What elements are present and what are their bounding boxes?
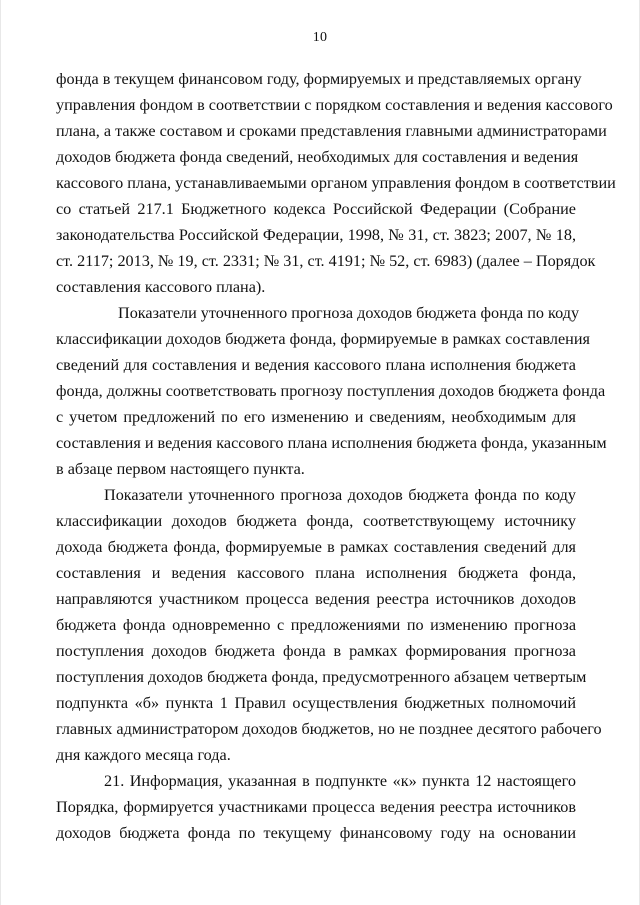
text-line-20: составления и ведения кассового плана исполнения бюджета фонда, xyxy=(56,564,576,582)
left-scan-edge xyxy=(0,0,1,905)
text-line-28: 21. Информация, указанная в подпункте «к» пункта 12 настоящего xyxy=(104,772,576,790)
text-line-21: направляются участником процесса ведения реестра источников доходов xyxy=(56,590,576,608)
text-line-1: фонда в текущем финансовом году, формируемых и представляемых органу xyxy=(56,70,582,88)
text-line-26: главных администратором доходов бюджетов, но не позднее десятого рабочего xyxy=(56,720,602,738)
text-line-23: поступления доходов бюджета фонда в рамках формирования прогноза xyxy=(56,642,576,660)
text-line-30: доходов бюджета фонда по текущему финансовому году на основании xyxy=(56,824,576,842)
text-line-18: классификации доходов бюджета фонда, соответствующему источнику xyxy=(56,512,576,530)
text-line-12: сведений для составления и ведения кассового плана исполнения бюджета xyxy=(56,356,576,374)
text-line-22: бюджета фонда одновременно с предложениями по изменению прогноза xyxy=(56,616,576,634)
text-line-25: подпункта «б» пункта 1 Правил осуществления бюджетных полномочий xyxy=(56,694,576,712)
text-line-8: ст. 2117; 2013, № 19, ст. 2331; № 31, ст. 4191; № 52, ст. 6983) (далее – Порядок xyxy=(56,252,596,270)
text-line-11: классификации доходов бюджета фонда, формируемые в рамках составления xyxy=(56,330,590,348)
text-line-9: составления кассового плана). xyxy=(56,278,266,296)
page-number: 10 xyxy=(312,30,328,45)
text-line-24: поступления доходов бюджета фонда, предусмотренного абзацем четвертым xyxy=(56,668,587,686)
text-line-7: законодательства Российской Федерации, 1998, № 31, ст. 3823; 2007, № 18, xyxy=(56,226,576,244)
text-line-29: Порядка, формируется участниками процесса ведения реестра источников xyxy=(56,798,576,816)
text-line-5: кассового плана, устанавливаемыми органом управления фондом в соответствии xyxy=(56,174,616,192)
text-line-19: дохода бюджета фонда, формируемые в рамках составления сведений для xyxy=(56,538,576,556)
text-line-6: со статьей 217.1 Бюджетного кодекса Российской Федерации (Собрание xyxy=(56,200,576,218)
text-line-27: дня каждого месяца года. xyxy=(56,746,231,764)
text-line-16: в абзаце первом настоящего пункта. xyxy=(56,460,305,478)
text-line-15: составления и ведения кассового плана исполнения бюджета фонда, указанным xyxy=(56,434,607,452)
text-line-17: Показатели уточненного прогноза доходов бюджета фонда по коду xyxy=(104,486,576,504)
text-line-13: фонда, должны соответствовать прогнозу поступления доходов бюджета фонда xyxy=(56,382,606,400)
text-line-14: с учетом предложений по его изменению и сведениям, необходимым для xyxy=(56,408,576,426)
text-line-2: управления фондом в соответствии с порядком составления и ведения кассового xyxy=(56,96,613,114)
text-line-4: доходов бюджета фонда сведений, необходимых для составления и ведения xyxy=(56,148,579,166)
text-line-3: плана, а также составом и сроками представления главными администраторами xyxy=(56,122,607,140)
text-line-10: Показатели уточненного прогноза доходов бюджета фонда по коду xyxy=(118,304,580,322)
